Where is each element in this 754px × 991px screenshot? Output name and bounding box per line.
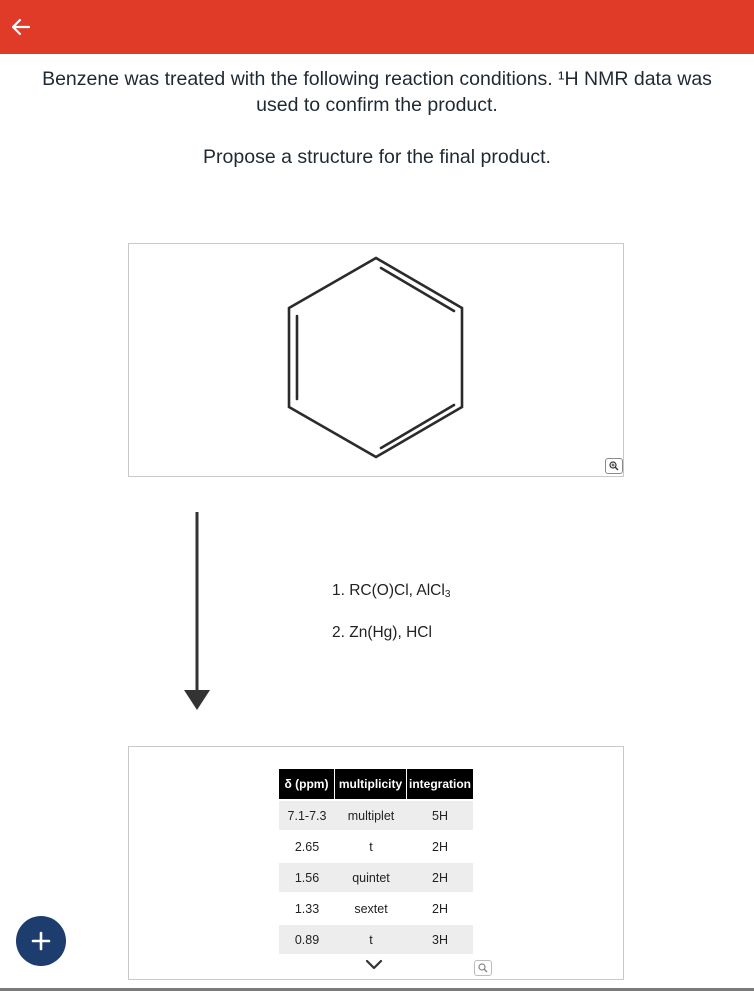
integration-cell: 2H	[407, 863, 473, 892]
table-row	[279, 894, 473, 923]
zoom-in-button[interactable]	[474, 960, 492, 976]
integration-cell: 5H	[407, 801, 473, 830]
nmr-data-table	[279, 767, 473, 956]
shift-cell: 2.65	[294, 839, 320, 854]
multiplicity-cell: quintet	[335, 863, 407, 892]
reaction-arrow	[182, 512, 212, 712]
table-row	[279, 925, 473, 954]
multiplicity-cell: t	[369, 839, 373, 854]
add-button[interactable]	[16, 916, 66, 966]
integration-cell: 2H	[432, 901, 448, 916]
product-panel	[128, 746, 624, 980]
zoom-in-button[interactable]	[605, 458, 623, 474]
multiplicity-cell: multiplet	[335, 801, 407, 830]
header-bar	[0, 0, 754, 54]
question-line-1: Benzene was treated with the following reaction conditions. ¹H NMR data was	[42, 68, 712, 90]
shift-cell: 1.56	[279, 863, 335, 892]
question-prompt: Propose a structure for the final product.	[203, 146, 551, 168]
plus-icon	[30, 930, 52, 952]
table-row	[279, 863, 473, 892]
reaction-step-1: 1. RC(O)Cl, AlCl$_3$	[332, 582, 451, 600]
column-header: δ (ppm)	[279, 769, 335, 799]
chevron-down-icon[interactable]	[365, 959, 383, 971]
shift-cell: 0.89	[279, 925, 335, 954]
table-header-row	[279, 769, 473, 799]
reaction-conditions	[332, 580, 450, 644]
column-header: multiplicity	[335, 769, 407, 799]
question-text	[0, 66, 754, 118]
shift-cell: 1.33	[294, 901, 320, 916]
question-line-2: used to confirm the product.	[256, 94, 498, 116]
zoom-in-icon	[609, 461, 619, 471]
back-button[interactable]	[8, 14, 34, 40]
integration-cell: 2H	[432, 839, 448, 854]
reaction-step-2: 2. Zn(Hg), HCl	[332, 624, 432, 641]
table-row	[279, 801, 473, 830]
integration-cell: 3H	[407, 925, 473, 954]
starting-material-panel	[128, 243, 624, 477]
arrow-left-icon	[11, 18, 31, 36]
multiplicity-cell: t	[335, 925, 407, 954]
column-header: integration	[407, 769, 473, 799]
zoom-in-icon	[478, 963, 488, 973]
shift-cell: 7.1-7.3	[279, 801, 335, 830]
multiplicity-cell: sextet	[354, 901, 388, 916]
table-row	[279, 832, 473, 861]
benzene-structure	[129, 244, 625, 478]
